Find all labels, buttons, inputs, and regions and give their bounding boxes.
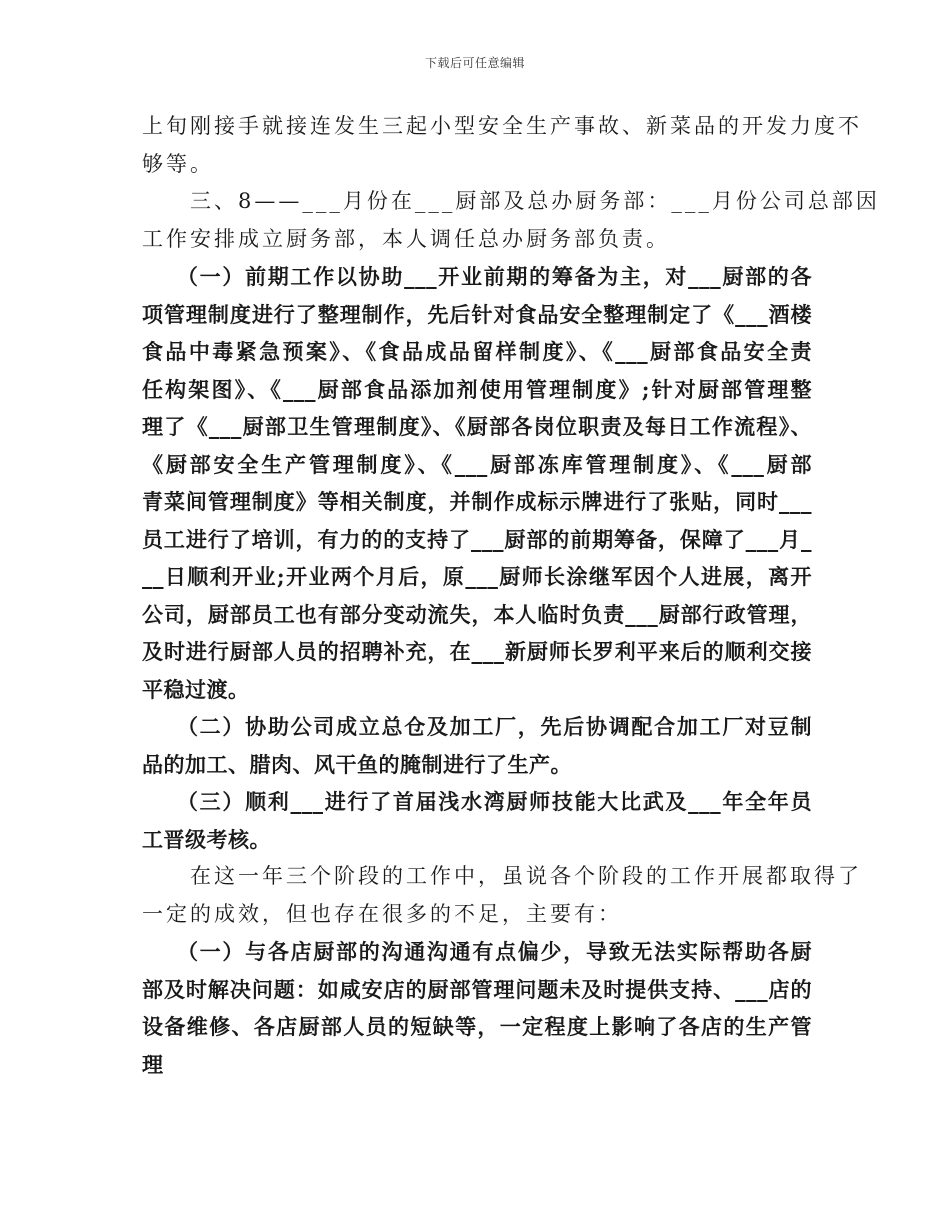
text-line: 食品中毒紧急预案》、《食品成品留样制度》、《___厨部食品安全责 xyxy=(142,339,812,364)
text-line: 项管理制度进行了整理制作，先后针对食品安全整理制定了《___酒楼 xyxy=(142,301,812,327)
page-header: 下载后可任意编辑 xyxy=(424,56,525,70)
text-line: 及时进行厨部人员的招聘补充，在___新厨师长罗利平来后的顺利交接 xyxy=(142,639,812,664)
text-line: 理 xyxy=(142,1051,164,1077)
text-line: 平稳过渡。 xyxy=(142,676,250,702)
text-line: （二）协助公司成立总仓及加工厂，先后协调配合加工厂对豆制 xyxy=(142,714,812,739)
text-line: 上旬刚接手就接连发生三起小型安全生产事故、新菜品的开发力度不 xyxy=(142,114,862,138)
text-line: 《厨部安全生产管理制度》、《___厨部冻库管理制度》、《___厨部 xyxy=(142,451,812,477)
text-line: （一）前期工作以协助___开业前期的筹备为主，对___厨部的各 xyxy=(142,264,812,289)
text-line: 一定的成效，但也存在很多的不足，主要有： xyxy=(142,901,622,926)
text-line: 设备维修、各店厨部人员的短缺等，一定程度上影响了各店的生产管 xyxy=(142,1014,812,1039)
text-line: 工晋级考核。 xyxy=(142,826,271,852)
text-line: __日顺利开业;开业两个月后，原___厨师长涂继军因个人进展，离开 xyxy=(142,564,812,589)
text-line: 品的加工、腊肉、风干鱼的腌制进行了生产。 xyxy=(142,751,572,777)
text-line: （一）与各店厨部的沟通沟通有点偏少，导致无法实际帮助各厨 xyxy=(142,939,812,964)
text-line: 在这一年三个阶段的工作中，虽说各个阶段的工作开展都取得了 xyxy=(142,864,862,888)
text-line: 公司，厨部员工也有部分变动流失，本人临时负责___厨部行政管理， xyxy=(142,601,812,627)
text-line: 工作安排成立厨务部，本人调任总办厨务部负责。 xyxy=(142,226,670,251)
text-line: 任构架图》、《___厨部食品添加剂使用管理制度》;针对厨部管理整 xyxy=(142,376,812,402)
document-body xyxy=(142,108,880,1083)
text-line: （三）顺利___进行了首届浅水湾厨师技能大比武及___年全年员 xyxy=(142,789,812,814)
text-line: 理了《___厨部卫生管理制度》、《厨部各岗位职责及每日工作流程》、 xyxy=(142,414,812,439)
text-line: 三、8——___月份在___厨部及总办厨务部：___月份公司总部因 xyxy=(142,189,880,213)
text-line: 员工进行了培训，有力的的支持了___厨部的前期筹备，保障了___月_ xyxy=(142,526,812,552)
text-line: 部及时解决问题：如咸安店的厨部管理问题未及时提供支持、___店的 xyxy=(142,976,812,1002)
text-line: 够等。 xyxy=(142,151,214,176)
text-line: 青菜间管理制度》等相关制度，并制作成标示牌进行了张贴，同时___ xyxy=(142,489,812,514)
